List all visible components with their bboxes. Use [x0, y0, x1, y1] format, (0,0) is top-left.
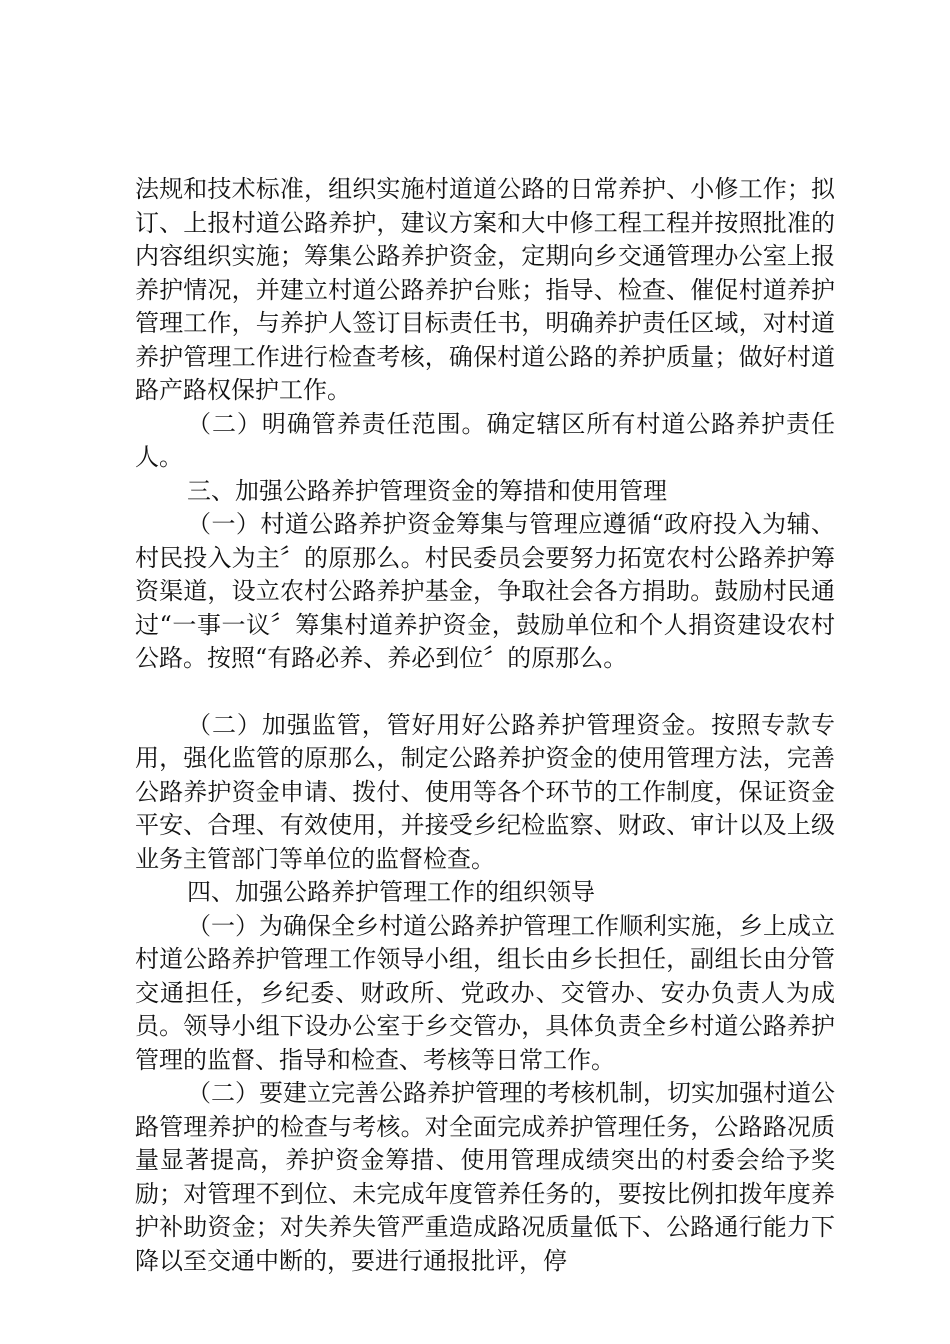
- document-body: [135, 173, 835, 1278]
- paragraph-duties-continued: 法规和技术标准，组织实施村道道公路的日常养护、小修工作；拟订、上报村道公路养护，建议方案和大中修工程工程并按照批准的内容组织实施；筹集公路养护资金，定期向乡交通管理办公室上报养护情况，并建立村道公路养护台账；指导、检查、催促村道养护管理工作，与养护人签订目标责任书，明确养护责任区域，对村道养护管理工作进行检查考核，确保村道公路的养护质量；做好村道路产路权保护工作。: [135, 175, 835, 404]
- paragraph-section4-item1: （一）为确保全乡村道公路养护管理工作顺利实施，乡上成立村道公路养护管理工作领导小组，组长由乡长担任，副组长由分管交通担任，乡纪委、财政所、党政办、交管办、安办负责人为成员。领导小组下设办公室于乡交管办，具体负责全乡村道公路养护管理的监督、指导和检查、考核等日常工作。: [135, 911, 835, 1074]
- paragraph-section2-item2: （二）明确管养责任范围。确定辖区所有村道公路养护责任人。: [135, 409, 835, 471]
- paragraph-section3-item2: （二）加强监管，管好用好公路养护管理资金。按照专款专用，强化监管的原那么，制定公路养护资金的使用管理方法，完善公路养护资金申请、拨付、使用等各个环节的工作制度，保证资金平安、合理、有效使用，并接受乡纪检监察、财政、审计以及上级业务主管部门等单位的监督检查。: [135, 710, 835, 873]
- paragraph-section4-item2: （二）要建立完善公路养护管理的考核机制，切实加强村道公路管理养护的检查与考核。对全面完成养护管理任务，公路路况质量显著提高，养护资金筹措、使用管理成绩突出的村委会给予奖励；对管理不到位、未完成年度管养任务的，要按比例扣拨年度养护补助资金；对失养失管严重造成路况质量低下、公路通行能力下降以至交通中断的，要进行通报批评，停: [135, 1079, 835, 1275]
- paragraph-section3-item1: （一）村道公路养护资金筹集与管理应遵循“政府投入为辅、村民投入为主〞的原那么。村民委员会要努力拓宽农村公路养护筹资渠道，设立农村公路养护基金，争取社会各方捐助。鼓励村民通过“一事一议〞筹集村道养护资金，鼓励单位和个人捐资建设农村公路。按照“有路必养、养必到位〞的原那么。: [135, 510, 835, 672]
- heading-section-3: 三、加强公路养护管理资金的筹措和使用管理: [187, 476, 667, 505]
- heading-section-4: 四、加强公路养护管理工作的组织领导: [187, 878, 595, 906]
